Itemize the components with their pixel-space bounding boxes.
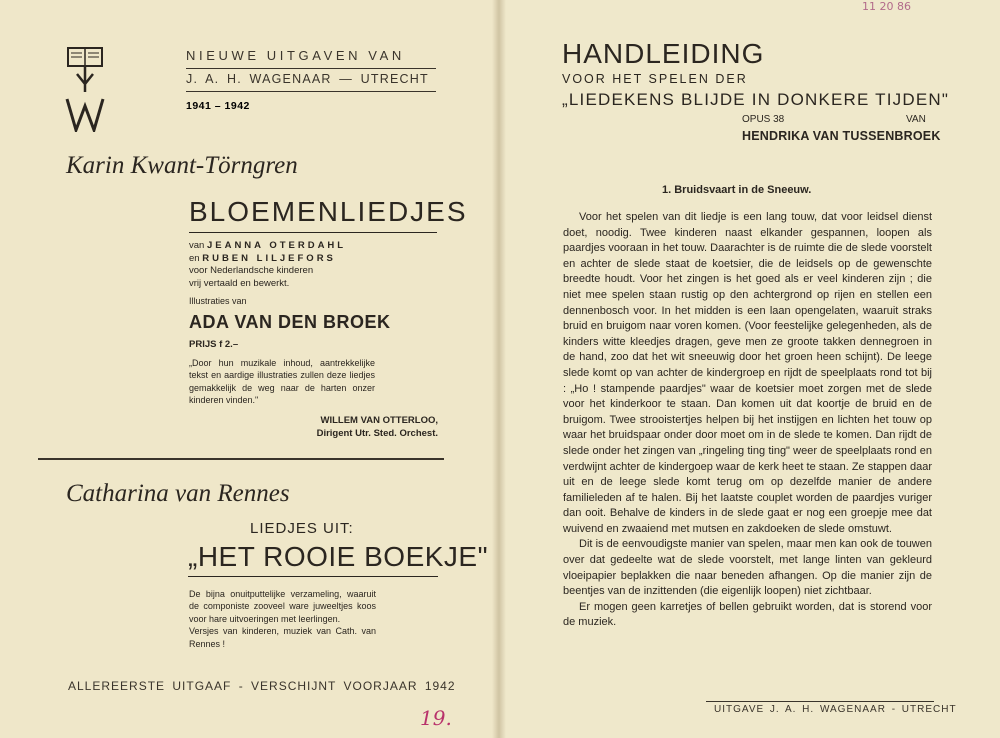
left-footer: ALLEREERSTE UITGAAF - VERSCHIJNT VOORJAAR 1942 [68, 679, 456, 693]
book2-author: Catharina van Rennes [66, 480, 290, 507]
divider [186, 91, 436, 92]
divider [188, 576, 438, 577]
opus-number: OPUS 38 [742, 114, 785, 125]
paragraph: Voor het spelen van dit liedje is een lang touw, dat voor leidsel dienst doet, noodig. Twee kinderen naast elkander gespannen, loopen als paardjes vooraan in het touw. Daarachter is de ruimte die de slede voorstelt en achter de slede staat de koetsier, die de leidsels op de gewenschte breedte houdt. Voor het zingen is het goed als er veel kinderen zijn ; die niet mee spelen staan rustig op den achtergrond op rijen en stellen een dennenbosch voor. In het midden is een laan opengelaten, waaruit straks bruid en bruigom naar voren komen. (Voor feestelijke gelegenheden, als de kinders witte kleedjes dragen, geve men ze groote takken dennegroen in de hand, zoo dat het wit sneeuwig door het groen heen schijnt). De leege slede komt op van achter de kindergroep en rijdt de speelplaats rond tot bij : „Ho ! stampende paardjes" waar de koetsier moet zorgen met de slede voor het kinderkoor te staan. Dan komen uit dat koortje de bruid en de bruigom. Twee strooistertjes helpen bij het instijgen en lichten het touw op waar het bruidspaar onder door moet om in de slede te komen. Dan rijdt de slede onder het zingen van „ringeling ting ting" weer de speelplaats rond en verdwijnt achter de kindergoep waar de kerk heet te staan. Ze stappen daar uit en de leege slede komt terug om op dezelfde manier de andere familieleden af te halen. Bij het laatste couplet worden de paardjes vuriger dan ooit. Behalve de kinders in de slede gaat er nog een groepje mee dat wuivend en zwaaiend met mutsen en zakdoeken de slede omstuwt. [563, 211, 932, 535]
book2-description-text2: Versjes van kinderen, muziek van Cath. van Rennes ! [189, 626, 376, 649]
divider [706, 701, 934, 702]
section-divider [38, 458, 444, 460]
publisher-logo-icon [64, 44, 106, 132]
book2-description [189, 588, 376, 650]
illustrations-label: Illustraties van [189, 296, 247, 306]
van-label: VAN [906, 114, 926, 125]
composer-name: RUBEN LILJEFORS [202, 252, 336, 264]
section-title: 1. Bruidsvaart in de Sneeuw. [662, 184, 812, 196]
catalog-note: 11 20 86 [862, 0, 911, 13]
book2-label: LIEDJES UIT: [250, 520, 354, 537]
credit-prefix: van [189, 240, 205, 251]
credit-line: vrij vertaald en bewerkt. [189, 277, 290, 289]
quote-author-title: Dirigent Utr. Sted. Orchest. [316, 428, 438, 439]
publisher-years: 1941 – 1942 [186, 100, 250, 112]
book-gutter [492, 0, 506, 738]
credit-line: voor Nederlandsche kinderen [189, 265, 314, 276]
credit-prefix: en [189, 252, 200, 264]
divider [189, 232, 437, 233]
page-title: HANDLEIDING [562, 38, 765, 69]
book1-review-quote: „Door hun muzikale inhoud, aantrekkelijke tekst en aardige illustraties zullen deze liedjes gemakkelijk de weg naar de harten onzer kinderen vinden." [189, 358, 375, 406]
illustrator-name: ADA VAN DEN BROEK [189, 312, 391, 332]
book2-description-text: De bijna onuitputtelijke verzameling, waaruit de componiste zooveel ware juweeltjes koos voor hare uitvoeringen met leerlingen. [189, 589, 376, 624]
instructions-body [563, 210, 932, 631]
book2-title: „HET ROOIE BOEKJE" [188, 541, 489, 572]
left-page [0, 0, 498, 738]
lyricist-name: JEANNA OTERDAHL [206, 240, 347, 251]
right-footer: UITGAVE J. A. H. WAGENAAR - UTRECHT [714, 704, 957, 715]
book1-author: Karin Kwant-Törngren [66, 152, 298, 179]
quote-author: WILLEM VAN OTTERLOO, [320, 415, 438, 426]
divider [186, 68, 436, 69]
publisher-heading-line1: NIEUWE UITGAVEN VAN [186, 48, 405, 63]
publisher-heading [186, 48, 436, 112]
page-subtitle: VOOR HET SPELEN DER [562, 72, 748, 86]
publisher-heading-line2: J. A. H. WAGENAAR — UTRECHT [186, 72, 429, 86]
paragraph: Er mogen geen karretjes of bellen gebruikt worden, dat is storend voor de muziek. [563, 600, 932, 629]
paragraph: Dit is de eenvoudigste manier van spelen, maar men kan ook de touwen over dat gedeelte wat de slede voorstelt, met lange linten van gekleurd vloeipapier beplakken die naar beneden afhangen. Op die manier zijn de beentjes van de inzittenden (die eigenlijk loopen) niet zichtbaar. [563, 538, 932, 598]
book1-price: PRIJS f 2.– [189, 339, 239, 350]
composer-name: HENDRIKA VAN TUSSENBROEK [742, 129, 941, 143]
book1-title: BLOEMENLIEDJES [189, 196, 468, 227]
quote-signature [250, 414, 438, 440]
book1-credits [189, 240, 439, 290]
page-number: 19. [420, 706, 452, 730]
work-title: „LIEDEKENS BLIJDE IN DONKERE TIJDEN" [562, 90, 950, 109]
